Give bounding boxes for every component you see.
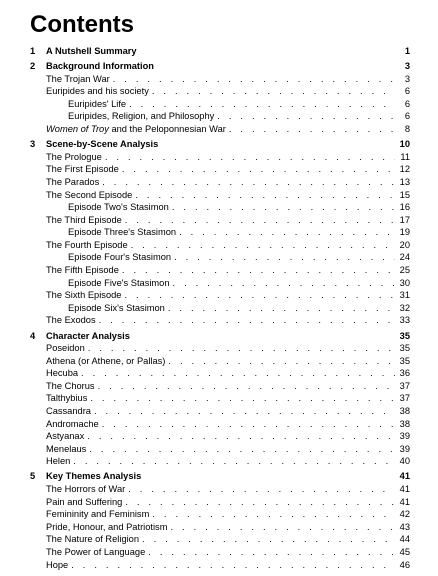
- toc-entry-label: The Power of Language: [46, 546, 146, 557]
- toc-entry[interactable]: [30, 367, 410, 380]
- dot-leader: [81, 367, 395, 380]
- dot-leader: [89, 443, 395, 456]
- toc-entry[interactable]: [30, 521, 410, 534]
- dot-leader: [94, 405, 395, 418]
- toc-entry[interactable]: [30, 110, 410, 123]
- toc-entry[interactable]: [30, 251, 410, 264]
- toc-entry-label: Episode Six's Stasimon: [68, 302, 165, 313]
- toc-page-number: 37: [399, 380, 410, 391]
- toc-entry[interactable]: [30, 189, 410, 202]
- toc-entry[interactable]: [30, 533, 410, 546]
- toc-page-number: 45: [399, 546, 410, 557]
- dot-leader: [179, 226, 395, 239]
- toc-page-number: 13: [399, 176, 410, 187]
- toc-page-number: 17: [399, 214, 410, 225]
- toc-entry[interactable]: [30, 214, 410, 227]
- toc-entry[interactable]: [30, 355, 410, 368]
- toc-entry[interactable]: [30, 546, 410, 559]
- toc-entry[interactable]: [30, 201, 410, 214]
- page-title: Contents: [30, 11, 134, 38]
- table-of-contents: [30, 45, 410, 571]
- toc-entry[interactable]: [30, 496, 410, 509]
- toc-page-number: 6: [404, 86, 410, 97]
- dot-leader: [88, 342, 395, 355]
- dot-leader: [125, 496, 395, 509]
- toc-page-number: 10: [399, 139, 410, 150]
- toc-page-number: 30: [399, 277, 410, 288]
- toc-chapter-number: 5: [30, 471, 36, 482]
- toc-entry[interactable]: [30, 418, 410, 431]
- toc-entry[interactable]: [30, 289, 410, 302]
- dot-leader: [173, 277, 395, 290]
- toc-entry-label: A Nutshell Summary: [46, 46, 137, 56]
- toc-entry[interactable]: [30, 443, 410, 456]
- toc-chapter-entry[interactable]: [30, 138, 410, 151]
- toc-entry[interactable]: [30, 264, 410, 277]
- toc-chapter-number: 4: [30, 330, 36, 341]
- dot-leader: [135, 189, 395, 202]
- toc-entry[interactable]: [30, 277, 410, 290]
- toc-entry[interactable]: [30, 342, 410, 355]
- toc-page-number: 8: [404, 124, 410, 135]
- toc-entry-label: Cassandra: [46, 405, 91, 416]
- dot-leader: [152, 508, 395, 521]
- dot-leader: [168, 302, 395, 315]
- toc-entry[interactable]: [30, 508, 410, 521]
- toc-entry[interactable]: [30, 430, 410, 443]
- toc-entry-label: Euripides' Life: [68, 98, 127, 109]
- toc-entry-label-italic: Women of Troy: [46, 124, 109, 135]
- toc-entry[interactable]: [30, 123, 410, 136]
- toc-entry[interactable]: [30, 455, 410, 468]
- toc-entry[interactable]: [30, 559, 410, 572]
- toc-page-number: 39: [399, 431, 410, 442]
- toc-entry-label: The First Episode: [46, 164, 119, 175]
- dot-leader: [128, 483, 395, 496]
- toc-page-number: 41: [399, 471, 410, 482]
- toc-page-number: 20: [399, 239, 410, 250]
- toc-entry[interactable]: [30, 73, 410, 86]
- toc-entry-label: The Sixth Episode: [46, 290, 122, 301]
- toc-page-number: 38: [399, 418, 410, 429]
- toc-entry-label: Background Information: [46, 61, 154, 72]
- toc-page-number: 36: [399, 368, 410, 379]
- toc-chapter-entry[interactable]: [30, 330, 410, 343]
- toc-page-number: 40: [399, 456, 410, 467]
- toc-entry[interactable]: [30, 239, 410, 252]
- dot-leader: [73, 455, 395, 468]
- dot-leader: [124, 289, 395, 302]
- toc-entry-label-rest: and the Peloponnesian War: [108, 124, 226, 135]
- toc-page-number: 6: [404, 111, 410, 122]
- dot-leader: [172, 201, 395, 214]
- toc-entry-label: Poseidon: [46, 343, 85, 354]
- toc-entry-label: The Second Episode: [46, 189, 133, 200]
- dot-leader: [98, 380, 395, 393]
- toc-page-number: 39: [399, 443, 410, 454]
- dot-leader: [87, 430, 395, 443]
- toc-page-number: 41: [399, 484, 410, 495]
- toc-page-number: 1: [404, 46, 410, 56]
- dot-leader: [122, 163, 395, 176]
- dot-leader: [168, 355, 395, 368]
- toc-page-number: 38: [399, 405, 410, 416]
- toc-entry-label: Episode Three's Stasimon: [68, 227, 177, 238]
- toc-page-number: 24: [399, 252, 410, 263]
- toc-page-number: 35: [399, 355, 410, 366]
- toc-entry-label: Euripides and his society: [46, 86, 149, 97]
- toc-page-number: 44: [399, 534, 410, 545]
- toc-page-number: 19: [399, 227, 410, 238]
- dot-leader: [71, 559, 395, 572]
- toc-entry-label: The Horrors of War: [46, 484, 126, 495]
- dot-leader: [105, 151, 395, 164]
- toc-entry-label: Hecuba: [46, 368, 79, 379]
- toc-entry-label: The Fifth Episode: [46, 265, 119, 276]
- toc-entry-label: The Parados: [46, 176, 100, 187]
- toc-entry[interactable]: [30, 98, 410, 111]
- toc-entry-label: Pride, Honour, and Patriotism: [46, 521, 168, 532]
- toc-page-number: 32: [399, 302, 410, 313]
- toc-entry[interactable]: [30, 302, 410, 315]
- toc-entry-label: Hope: [46, 559, 69, 570]
- toc-page-number: 41: [399, 496, 410, 507]
- toc-entry-label: Episode Two's Stasimon: [68, 202, 169, 213]
- toc-entry-label: The Exodos: [46, 315, 96, 326]
- toc-entry-label: Menelaus: [46, 443, 87, 454]
- toc-chapter-entry[interactable]: [30, 470, 410, 483]
- toc-entry[interactable]: [30, 380, 410, 393]
- toc-entry-label: Episode Five's Stasimon: [68, 277, 170, 288]
- toc-page-number: 35: [399, 343, 410, 354]
- dot-leader: [217, 110, 395, 123]
- toc-page-number: 3: [404, 61, 410, 72]
- toc-page-number: 25: [399, 265, 410, 276]
- toc-chapter-entry[interactable]: [30, 60, 410, 73]
- toc-page-number: 6: [404, 98, 410, 109]
- toc-page-number: 37: [399, 393, 410, 404]
- dot-leader: [122, 264, 395, 277]
- toc-entry-label: Astyanax: [46, 431, 85, 442]
- toc-entry-label: The Nature of Religion: [46, 534, 140, 545]
- toc-chapter-number: 3: [30, 139, 36, 150]
- toc-entry-label: [46, 123, 226, 136]
- dot-leader: [142, 533, 395, 546]
- dot-leader: [90, 392, 395, 405]
- dot-leader: [229, 123, 395, 136]
- dot-leader: [152, 85, 395, 98]
- toc-entry[interactable]: [30, 176, 410, 189]
- toc-page-number: 12: [399, 164, 410, 175]
- dot-leader: [131, 239, 395, 252]
- toc-entry-label: Talthybius: [46, 393, 88, 404]
- dot-leader: [102, 176, 395, 189]
- dot-leader: [125, 214, 395, 227]
- toc-page-number: 11: [400, 151, 410, 162]
- toc-page-number: 16: [399, 202, 410, 213]
- toc-entry[interactable]: [30, 226, 410, 239]
- toc-entry-label: The Prologue: [46, 151, 102, 162]
- toc-entry-label: Athena (or Athene, or Pallas): [46, 355, 166, 366]
- toc-entry[interactable]: [30, 405, 410, 418]
- toc-entry-label: Key Themes Analysis: [46, 471, 142, 482]
- toc-entry-label: The Third Episode: [46, 214, 122, 225]
- toc-entry-label: Euripides, Religion, and Philosophy: [68, 111, 215, 122]
- toc-entry[interactable]: [30, 314, 410, 327]
- dot-leader: [99, 314, 395, 327]
- toc-entry-label: The Trojan War: [46, 73, 110, 84]
- dot-leader: [113, 73, 395, 86]
- toc-page-number: 46: [399, 559, 410, 570]
- toc-page-number: 3: [404, 73, 410, 84]
- dot-leader: [170, 521, 395, 534]
- toc-page-number: 33: [399, 315, 410, 326]
- toc-page-number: 42: [399, 509, 410, 520]
- dot-leader: [129, 98, 395, 111]
- toc-entry-label: Femininity and Feminism: [46, 509, 150, 520]
- toc-entry[interactable]: [30, 85, 410, 98]
- toc-entry-label: Pain and Suffering: [46, 496, 123, 507]
- toc-entry-label: Scene-by-Scene Analysis: [46, 139, 159, 150]
- toc-chapter-entry[interactable]: [30, 45, 410, 58]
- toc-entry-label: The Fourth Episode: [46, 239, 128, 250]
- toc-entry[interactable]: [30, 151, 410, 164]
- toc-entry-label: Andromache: [46, 418, 99, 429]
- toc-entry[interactable]: [30, 163, 410, 176]
- toc-page-number: 31: [399, 290, 410, 301]
- toc-chapter-number: 1: [30, 46, 36, 56]
- toc-entry-label: Helen: [46, 456, 71, 467]
- toc-entry-label: The Chorus: [46, 380, 95, 391]
- dot-leader: [102, 418, 395, 431]
- toc-page-number: 15: [399, 189, 410, 200]
- toc-page-number: 43: [399, 521, 410, 532]
- toc-entry[interactable]: [30, 483, 410, 496]
- dot-leader: [148, 546, 395, 559]
- toc-chapter-number: 2: [30, 61, 36, 72]
- toc-entry-label: Episode Four's Stasimon: [68, 252, 172, 263]
- dot-leader: [174, 251, 395, 264]
- toc-entry-label: Character Analysis: [46, 330, 130, 341]
- toc-page-number: 35: [399, 330, 410, 341]
- toc-entry[interactable]: [30, 392, 410, 405]
